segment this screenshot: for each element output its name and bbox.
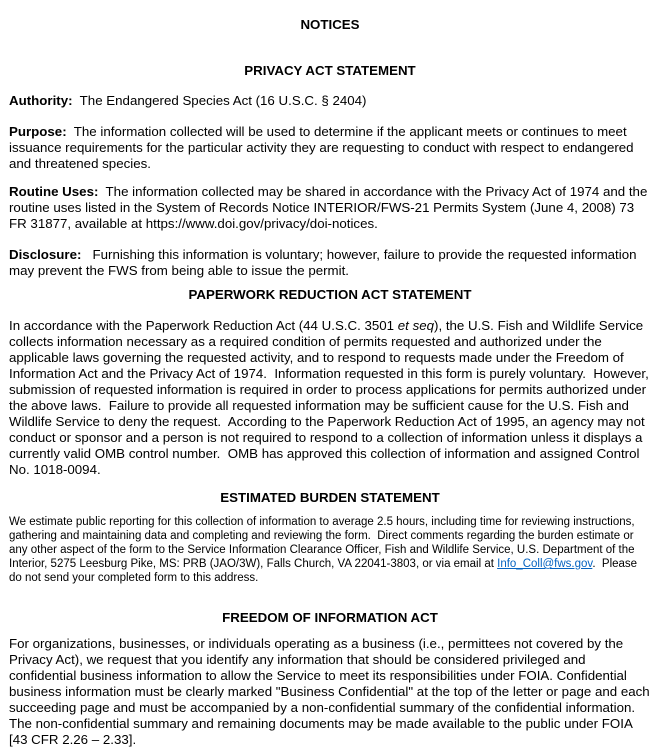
email-link[interactable]: Info_Coll@fws.gov	[497, 558, 593, 570]
paperwork-text-before-italic: In accordance with the Paperwork Reduction Act (44 U.S.C. 3501	[9, 318, 398, 333]
estimated-burden-paragraph	[9, 515, 651, 585]
paperwork-reduction-heading: PAPERWORK REDUCTION ACT STATEMENT	[188, 287, 472, 302]
purpose-text: The information collected will be used to determine if the applicant meets or continues to meet issuance requirements for the particular activity they are requesting to conduct with respect to endangered and threatened species.	[9, 124, 638, 171]
authority-text: The Endangered Species Act (16 U.S.C. § 2404)	[72, 93, 367, 108]
authority-label: Authority:	[9, 93, 73, 108]
purpose-label: Purpose:	[9, 124, 67, 139]
routine-uses-paragraph	[9, 184, 651, 232]
foia-heading: FREEDOM OF INFORMATION ACT	[222, 610, 438, 625]
routine-uses-label: Routine Uses:	[9, 184, 99, 199]
burden-text-after-link: . Please do not send your completed form to this address.	[9, 558, 641, 584]
paperwork-reduction-paragraph	[9, 318, 651, 478]
disclosure-label: Disclosure:	[9, 247, 82, 262]
page-title: NOTICES	[300, 17, 360, 32]
disclosure-paragraph	[9, 247, 651, 279]
estimated-burden-heading: ESTIMATED BURDEN STATEMENT	[220, 490, 440, 505]
foia-text: For organizations, businesses, or individuals operating as a business (i.e., permittees not covered by the Privacy Act), we request that you identify any information that should be considered privileged and confidential business information to allow the Service to meet its responsibilities under FOIA. Confidential business information must be clearly marked "Business Confidential" at the top of the letter or page and each succeeding page and must be accompanied by a non-confidential summary of the confidential information. The non-confidential summary and remaining documents may be made available to the public under FOIA [43 CFR 2.26 – 2.33].	[9, 636, 654, 747]
routine-uses-text: The information collected may be shared in accordance with the Privacy Act of 1974 and the routine uses listed in the System of Records Notice INTERIOR/FWS-21 Permits System (June 4, 2008) 73 FR 31877, available at https://www.doi.gov/privacy/doi-notices.	[9, 184, 652, 231]
purpose-paragraph	[9, 124, 651, 172]
authority-paragraph	[9, 93, 651, 109]
burden-text-before-link: We estimate public reporting for this collection of information to average 2.5 hours, including time for reviewing instructions, gathering and maintaining data and completing and reviewing the form. Direct comments regarding the burden estimate or any other aspect of the form to the Service Information Clearance Officer, Fish and Wildlife Service, U.S. Department of the Interior, 5275 Leesburg Pike, MS: PRB (JAO/3W), Falls Church, VA 22041-3803, or via email at	[9, 516, 638, 570]
foia-paragraph	[9, 636, 654, 748]
disclosure-text: Furnishing this information is voluntary; however, failure to provide the requested information may prevent the FWS from being able to issue the permit.	[9, 247, 641, 278]
paperwork-italic-phrase: et seq	[397, 318, 435, 333]
privacy-act-heading: PRIVACY ACT STATEMENT	[244, 63, 416, 78]
paperwork-text-after-italic: ), the U.S. Fish and Wildlife Service collects information necessary as a required condition of permits requested and authorized under the applicable laws governing the requested activity, and to respond to requests made under the Freedom of Information Act and the Privacy Act of 1974. Information requested in this form is purely voluntary. However, submission of requested information is required in order to process applications for permits authorized under the above laws. Failure to provide all requested information may be sufficient cause for the U.S. Fish and Wildlife Service to deny the request. According to the Paperwork Reduction Act of 1995, an agency may not conduct or sponsor and a person is not required to respond to a collection of information unless it displays a currently valid OMB control number. OMB has approved this collection of information and assigned Control No. 1018-0094.	[9, 318, 653, 477]
